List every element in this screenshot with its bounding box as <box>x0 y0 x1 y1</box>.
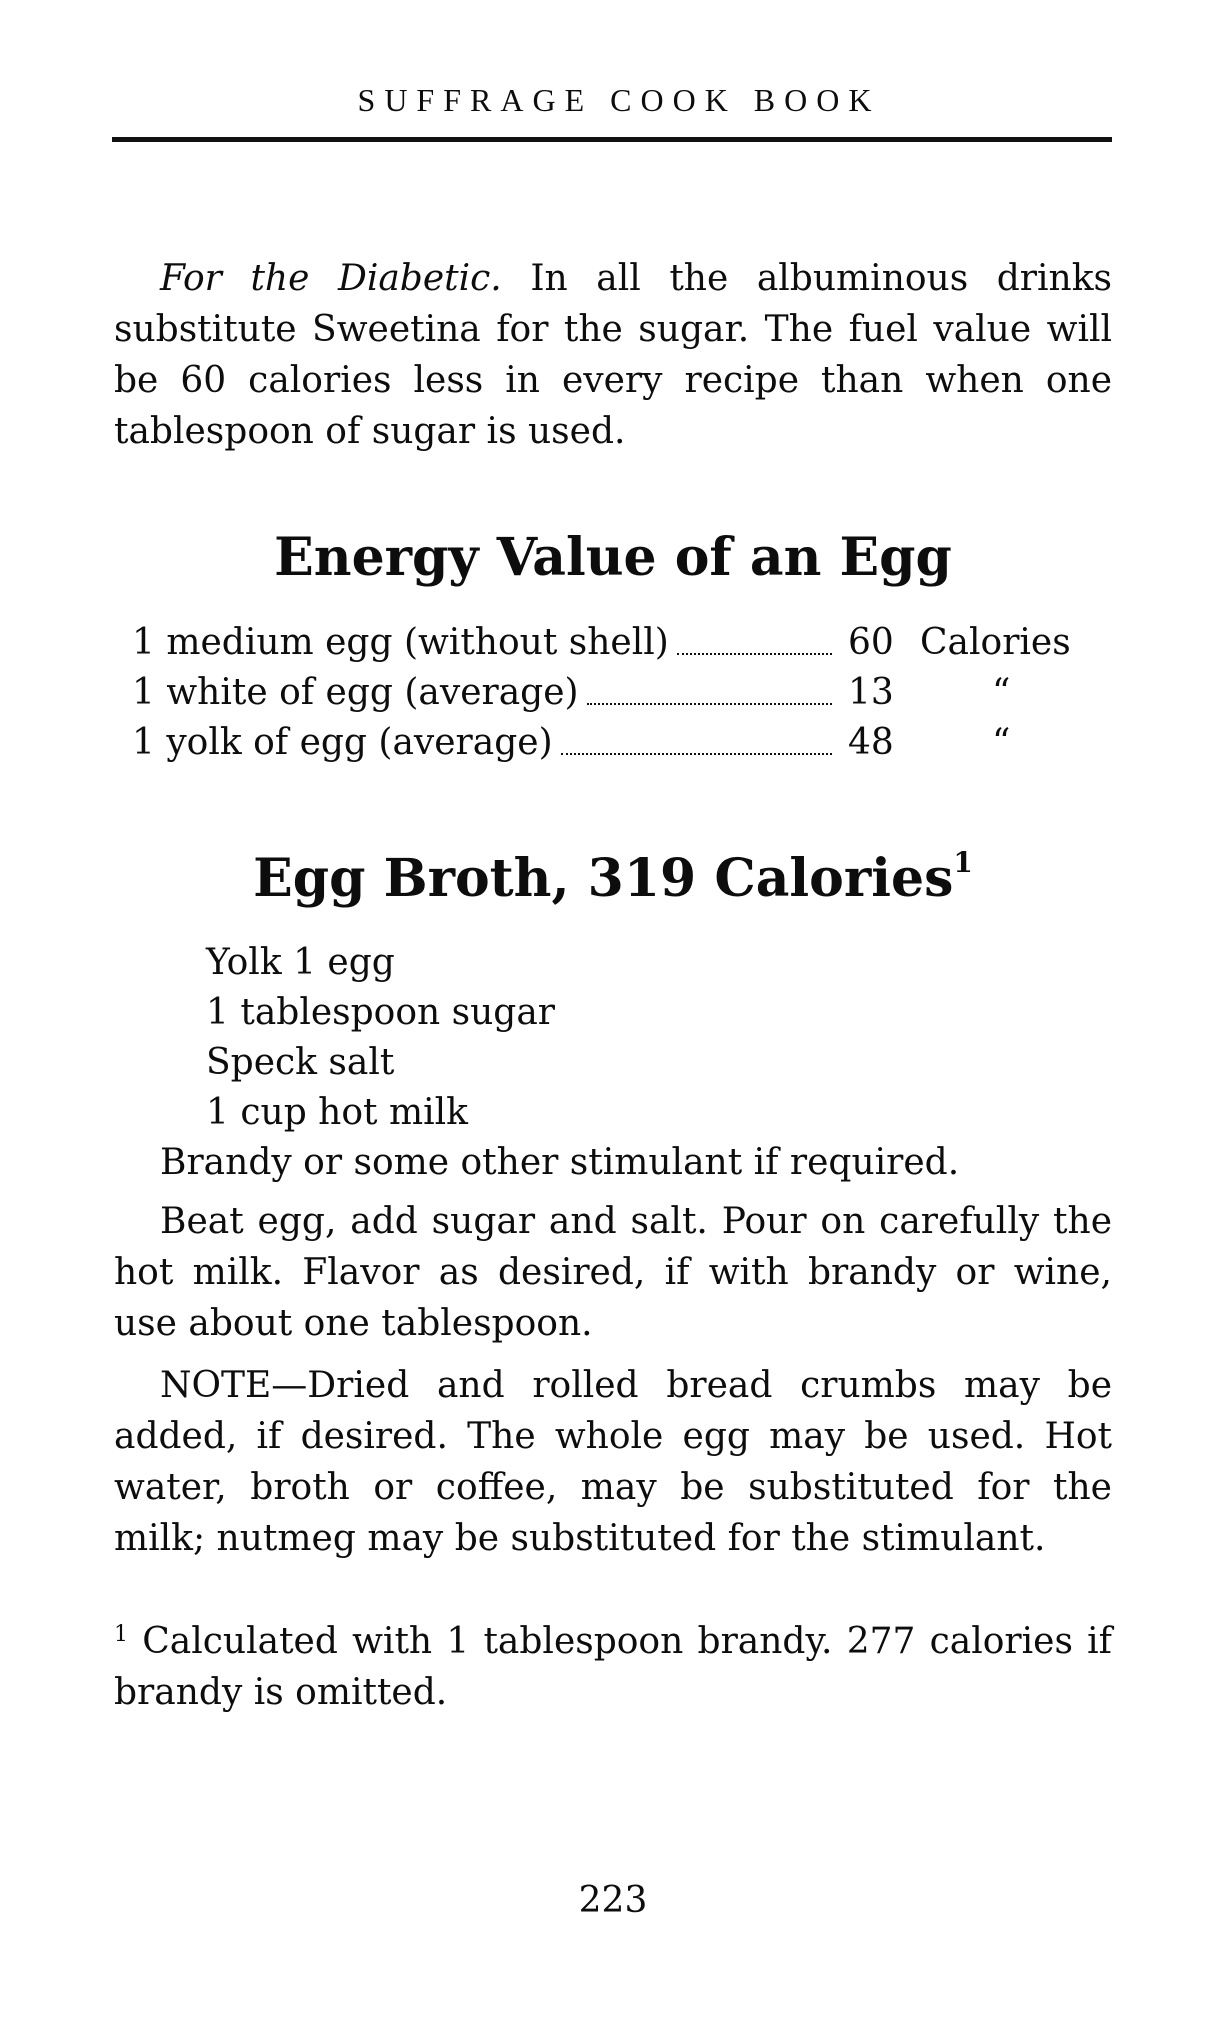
energy-row-item: 1 medium egg (without shell) <box>132 622 669 663</box>
footnote-mark: 1 <box>953 846 973 879</box>
energy-row-unit: “ <box>992 672 1011 713</box>
footnote-text: Calculated with 1 tablespoon brandy. 277 calories if brandy is omitted. <box>114 1621 1112 1713</box>
energy-row-unit: “ <box>992 722 1011 763</box>
diabetic-note <box>114 253 1112 457</box>
directions-paragraph <box>114 1196 1112 1349</box>
energy-row-value: 13 <box>848 672 894 713</box>
energy-row-value: 48 <box>848 722 894 763</box>
page-number: 223 <box>578 1880 648 1921</box>
directions-text: Beat egg, add sugar and salt. Pour on carefully the hot milk. Flavor as desired, if with brandy or wine, use about one tablespoon. <box>114 1201 1112 1344</box>
diabetic-note-text: In all the albuminous drinks substitute Sweetina for the sugar. The fuel value will be 60 calories less in every recipe than when one tablespoon of sugar is used. <box>114 258 1113 452</box>
stimulant-line: Brandy or some other stimulant if required. <box>160 1142 960 1183</box>
leader-dots <box>677 653 832 655</box>
footnote <box>114 1616 1112 1718</box>
energy-row-item: 1 white of egg (average) <box>132 672 579 713</box>
ingredient-line: Yolk 1 egg <box>206 942 395 983</box>
ingredient-line: Speck salt <box>206 1042 395 1083</box>
note-paragraph <box>114 1360 1112 1564</box>
leader-dots <box>587 703 832 705</box>
energy-row-unit: Calories <box>920 622 1071 663</box>
broth-heading <box>0 848 1226 909</box>
note-text: NOTE—Dried and rolled bread crumbs may be added, if desired. The whole egg may be used. Hot water, broth or coffee, may be substituted for the milk; nutmeg may be substituted for the stimulant. <box>114 1365 1112 1559</box>
ingredient-line: 1 cup hot milk <box>206 1092 468 1133</box>
running-head: SUFFRAGE COOK BOOK <box>357 82 881 118</box>
ingredient-line: 1 tablespoon sugar <box>206 992 556 1033</box>
energy-row-value: 60 <box>848 622 894 663</box>
broth-heading-text: Egg Broth, 319 Calories <box>253 848 954 909</box>
leader-dots <box>561 753 832 755</box>
header-rule <box>112 137 1112 142</box>
footnote-marker: 1 <box>114 1622 128 1647</box>
energy-row-item: 1 yolk of egg (average) <box>132 722 553 763</box>
energy-heading: Energy Value of an Egg <box>274 527 952 588</box>
diabetic-note-lead: For the Diabetic. <box>160 258 502 299</box>
